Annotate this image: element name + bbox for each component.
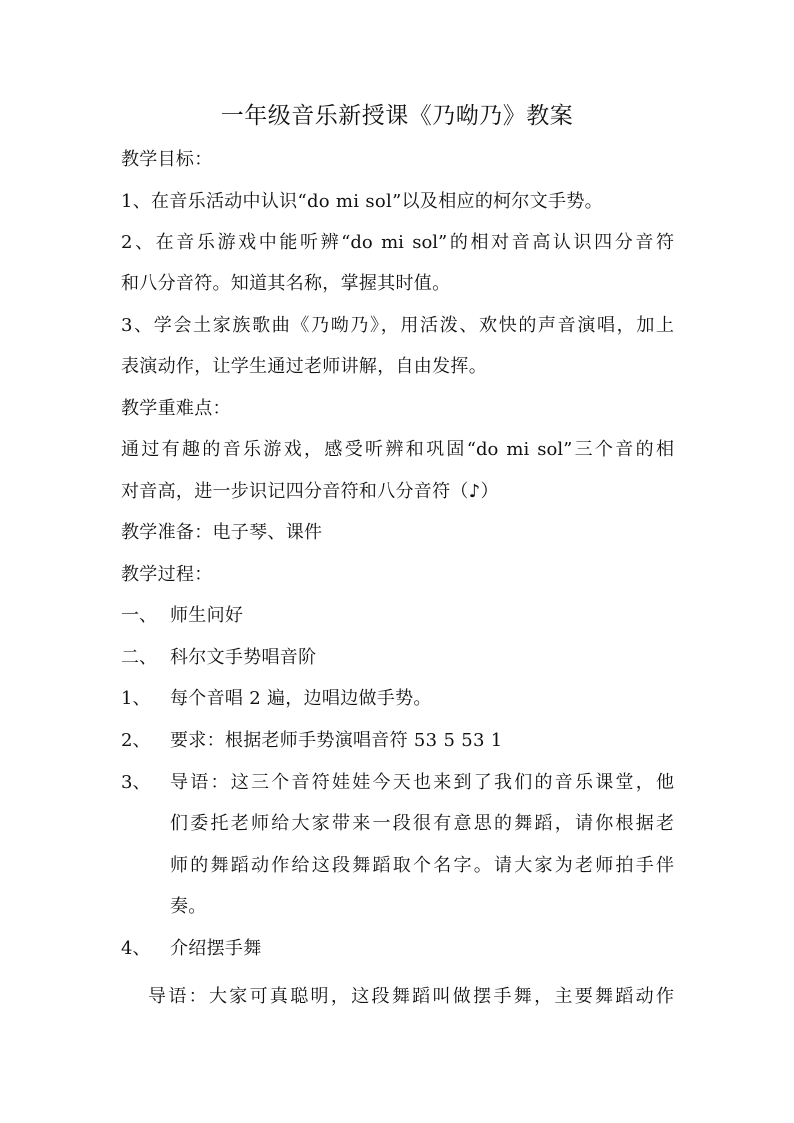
section-2-number: 二、 <box>121 647 157 668</box>
objectives-heading: 教学目标： <box>121 149 213 170</box>
key-points-line-1: 通过有趣的音乐游戏，感受听辨和巩固“do mi sol”三个音的相 <box>121 439 674 460</box>
objective-item-3-line-2: 表演动作，让学生通过老师讲解，自由发挥。 <box>121 356 487 377</box>
key-points-line-2: 对音高，进一步识记四分音符和八分音符（♪） <box>121 481 499 502</box>
section-2-text: 科尔文手势唱音阶 <box>170 647 317 668</box>
step-4-number: 4、 <box>121 938 151 959</box>
step-2-number: 2、 <box>121 730 151 751</box>
process-heading: 教学过程： <box>121 564 213 585</box>
step-3-number: 3、 <box>121 772 151 793</box>
objective-item-2-line-1: 2、在音乐游戏中能听辨“do mi sol”的相对音高认识四分音符 <box>121 232 674 253</box>
objective-item-1: 1、在音乐活动中认识“do mi sol”以及相应的柯尔文手势。 <box>121 191 603 212</box>
objective-item-2-line-2: 和八分音符。知道其名称，掌握其时值。 <box>121 273 451 294</box>
step-3-line-2: 们委托老师给大家带来一段很有意思的舞蹈，请你根据老 <box>170 813 674 834</box>
step-3-line-1: 导语：这三个音符娃娃今天也来到了我们的音乐课堂，他 <box>170 772 674 793</box>
step-3-line-4: 奏。 <box>170 896 207 917</box>
intro-line: 导语：大家可真聪明，这段舞蹈叫做摆手舞，主要舞蹈动作 <box>148 986 674 1007</box>
step-1-text: 每个音唱 2 遍，边唱边做手势。 <box>170 688 432 709</box>
preparation-line: 教学准备：电子琴、课件 <box>121 522 323 543</box>
step-1-number: 1、 <box>121 688 151 709</box>
objective-item-3-line-1: 3、学会土家族歌曲《乃呦乃》，用活泼、欢快的声音演唱，加上 <box>121 315 674 336</box>
step-3-line-3: 师的舞蹈动作给这段舞蹈取个名字。请大家为老师拍手伴 <box>170 855 674 876</box>
document-title: 一年级音乐新授课《乃呦乃》教案 <box>220 103 574 129</box>
step-2-text: 要求：根据老师手势演唱音符 53 5 53 1 <box>170 730 503 751</box>
key-points-heading: 教学重难点： <box>121 398 231 419</box>
section-1-text: 师生问好 <box>170 605 244 626</box>
section-1-number: 一、 <box>121 605 157 626</box>
step-4-text: 介绍摆手舞 <box>170 938 262 959</box>
